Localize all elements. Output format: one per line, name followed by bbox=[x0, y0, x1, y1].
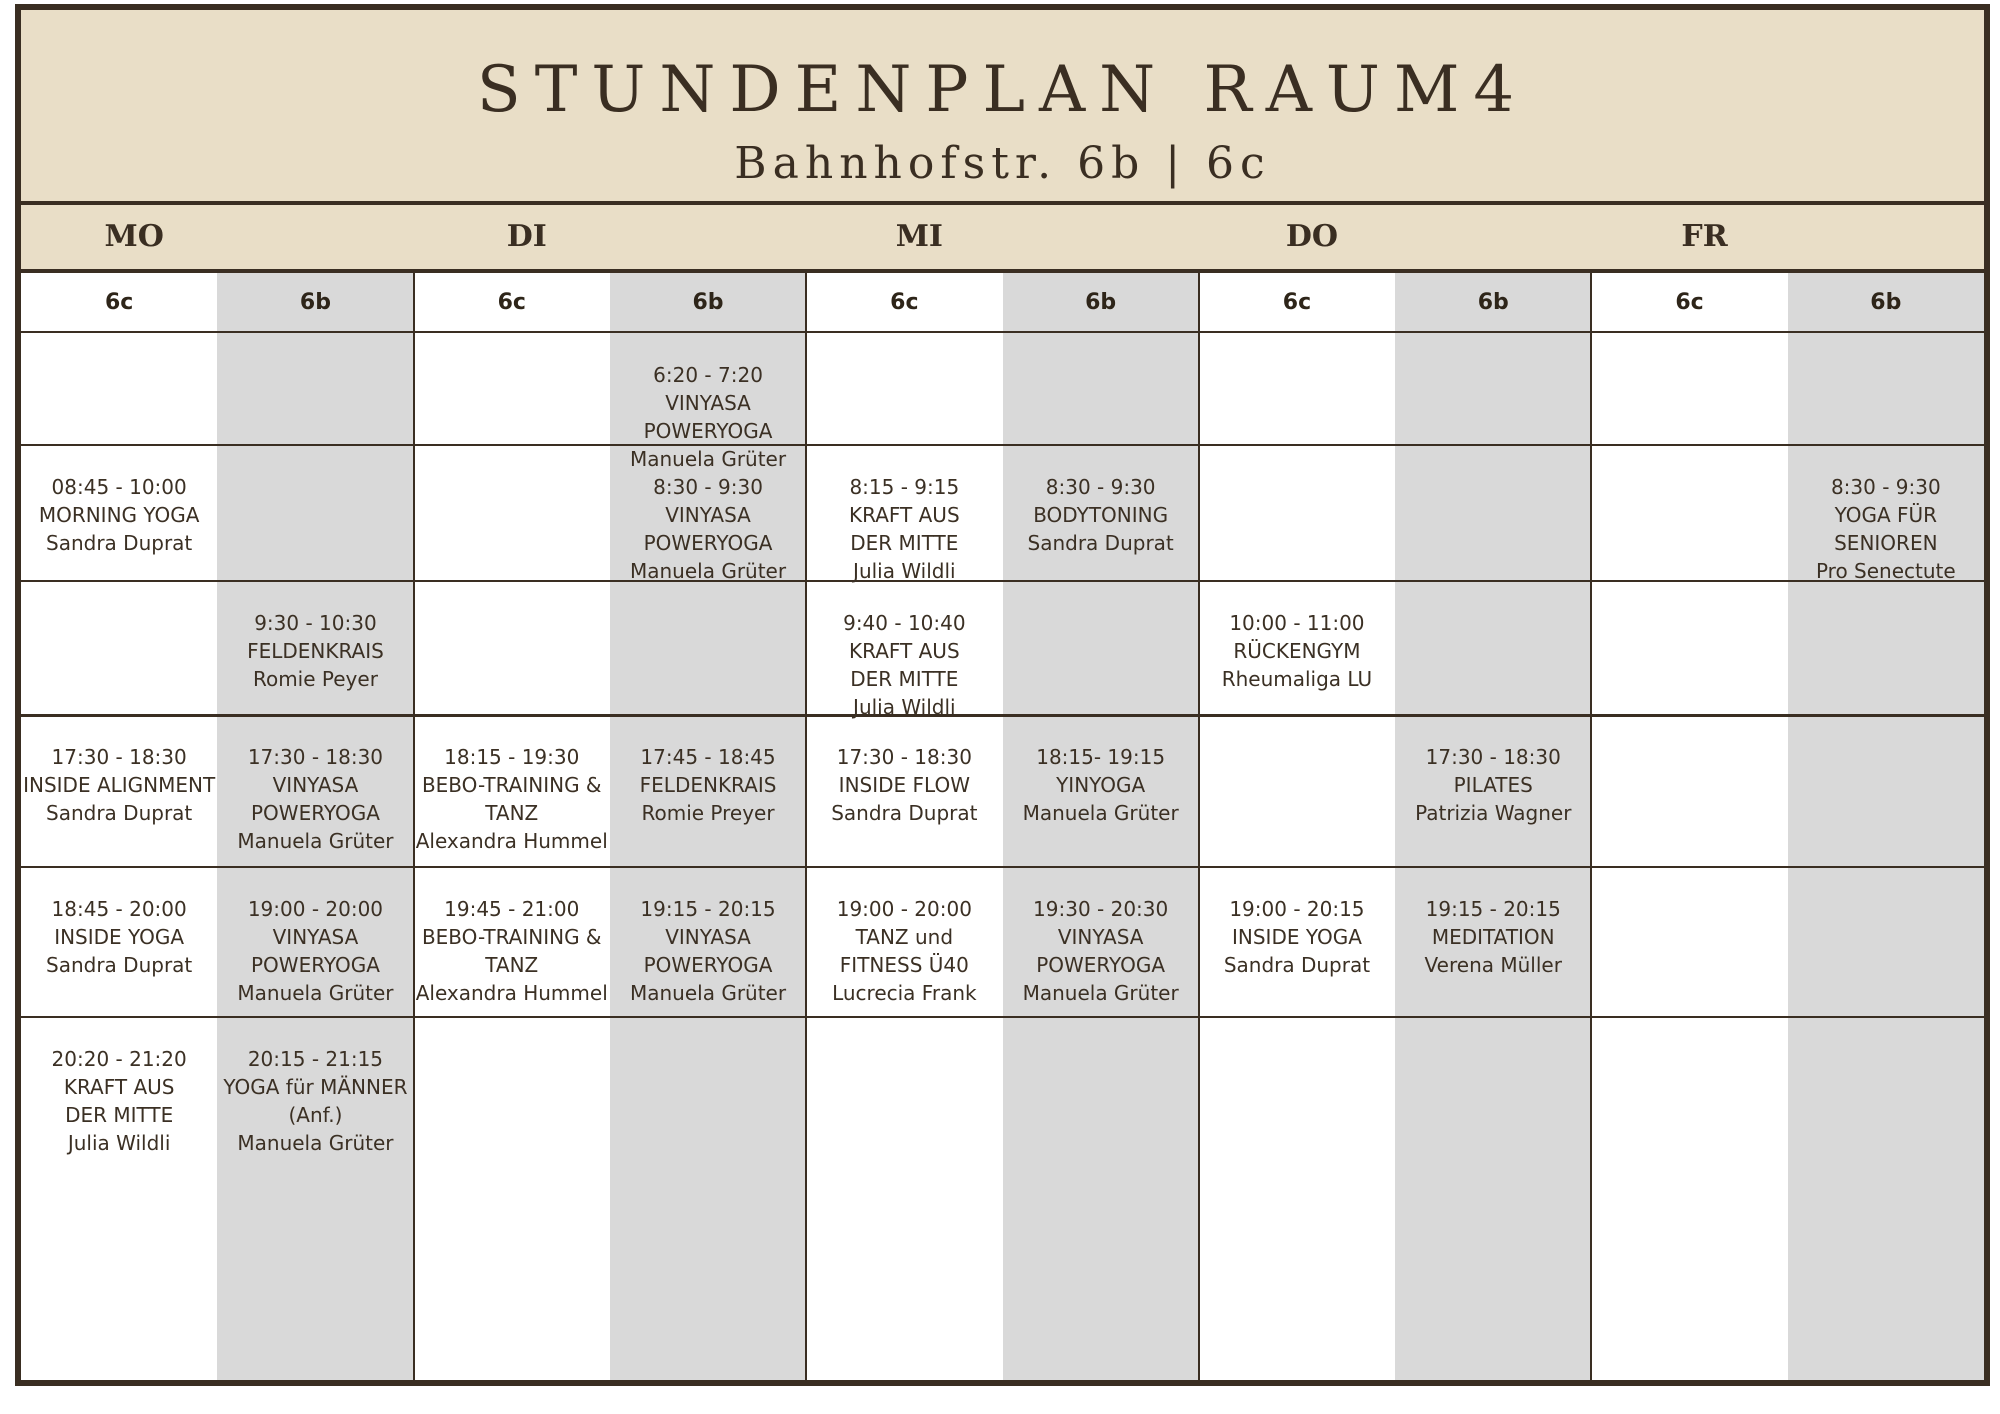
day-label-mi: MI bbox=[895, 219, 943, 254]
class-title: POWERYOGA bbox=[251, 801, 380, 825]
class-title: BODYTONING bbox=[1033, 503, 1169, 527]
room-label: 6b bbox=[692, 290, 724, 315]
class-instructor: Rheumaliga LU bbox=[1221, 667, 1373, 691]
class-instructor: Sandra Duprat bbox=[46, 801, 193, 825]
class-title: DER MITTE bbox=[65, 1103, 174, 1127]
page-subtitle: Bahnhofstr. 6b | 6c bbox=[734, 138, 1271, 189]
class-instructor: Lucrecia Frank bbox=[832, 981, 977, 1005]
day-label-di: DI bbox=[506, 219, 547, 254]
class-instructor: Romie Peyer bbox=[252, 667, 378, 691]
class-time: 08:45 - 10:00 bbox=[51, 475, 187, 499]
class-instructor: Julia Wildli bbox=[67, 1131, 171, 1155]
class-title: PILATES bbox=[1453, 773, 1533, 797]
class-time: 17:30 - 18:30 bbox=[1425, 745, 1561, 769]
class-instructor: Romie Preyer bbox=[641, 801, 775, 825]
class-time: 8:30 - 9:30 bbox=[653, 475, 763, 499]
page-title: STUNDENPLAN RAUM4 bbox=[476, 53, 1529, 127]
class-title: RÜCKENGYM bbox=[1233, 639, 1361, 663]
class-title: POWERYOGA bbox=[1036, 953, 1166, 977]
class-title: INSIDE FLOW bbox=[838, 773, 970, 797]
class-entry bbox=[21, 895, 217, 1015]
class-title: TANZ und bbox=[855, 925, 954, 949]
class-title: SENIOREN bbox=[1834, 531, 1938, 555]
room-label: 6b bbox=[1870, 290, 1902, 315]
class-instructor: Manuela Grüter bbox=[237, 981, 394, 1005]
class-instructor: Pro Senectute bbox=[1815, 559, 1956, 583]
title-band bbox=[21, 10, 1984, 205]
row-divider bbox=[21, 1016, 1984, 1018]
class-time: 19:00 - 20:15 bbox=[1229, 897, 1365, 921]
timetable-sheet bbox=[15, 4, 1990, 1386]
class-time: 9:30 - 10:30 bbox=[254, 611, 377, 635]
class-time: 17:45 - 18:45 bbox=[640, 745, 776, 769]
class-instructor: Julia Wildli bbox=[853, 559, 956, 583]
class-title: INSIDE ALIGNMENT bbox=[23, 773, 216, 797]
class-title: VINYASA bbox=[272, 925, 359, 949]
column-background bbox=[1788, 273, 1984, 1380]
class-title: BEBO-TRAINING & bbox=[421, 773, 602, 797]
class-entry bbox=[21, 1045, 217, 1378]
class-instructor: Sandra Duprat bbox=[1223, 953, 1371, 977]
class-entry bbox=[806, 609, 1002, 719]
class-time: 8:15 - 9:15 bbox=[849, 475, 960, 499]
class-instructor: Manuela Grüter bbox=[237, 829, 394, 853]
class-entry bbox=[1395, 895, 1591, 1015]
class-entry bbox=[806, 895, 1002, 1015]
class-time: 6:20 - 7:20 bbox=[653, 363, 763, 387]
day-header-row bbox=[21, 205, 1984, 273]
class-title: FITNESS Ü40 bbox=[839, 953, 969, 977]
day-label-fr: FR bbox=[1681, 219, 1728, 254]
class-entry bbox=[610, 473, 806, 583]
class-entry bbox=[610, 743, 806, 865]
class-title: POWERYOGA bbox=[251, 953, 380, 977]
column-background bbox=[1591, 273, 1787, 1380]
row-divider bbox=[21, 580, 1984, 582]
class-instructor: Alexandra Hummel bbox=[415, 829, 608, 853]
class-entry bbox=[1395, 743, 1591, 865]
day-label-mo: MO bbox=[104, 219, 164, 254]
class-time: 10:00 - 11:00 bbox=[1229, 611, 1365, 635]
class-title: YOGA FÜR bbox=[1834, 503, 1938, 527]
class-title: KRAFT AUS bbox=[849, 503, 960, 527]
class-title: FELDENKRAIS bbox=[639, 773, 777, 797]
room-label: 6c bbox=[104, 290, 134, 315]
class-time: 17:30 - 18:30 bbox=[51, 745, 187, 769]
class-title: VINYASA bbox=[665, 925, 751, 949]
class-title: (Anf.) bbox=[288, 1103, 343, 1127]
class-entry bbox=[21, 473, 217, 579]
class-time: 19:15 - 20:15 bbox=[640, 897, 776, 921]
class-time: 8:30 - 9:30 bbox=[1045, 475, 1156, 499]
class-instructor: Manuela Grüter bbox=[629, 559, 787, 583]
class-title: VINYASA bbox=[665, 503, 751, 527]
class-title: VINYASA bbox=[272, 773, 359, 797]
class-time: 18:45 - 20:00 bbox=[51, 897, 187, 921]
room-label: 6b bbox=[1477, 290, 1509, 315]
class-instructor: Patrizia Wagner bbox=[1415, 801, 1572, 825]
class-title: VINYASA bbox=[1057, 925, 1144, 949]
room-label: 6b bbox=[299, 290, 331, 315]
class-title: MEDITATION bbox=[1431, 925, 1555, 949]
class-title: KRAFT AUS bbox=[849, 639, 960, 663]
class-time: 20:20 - 21:20 bbox=[51, 1047, 187, 1071]
room-label: 6c bbox=[1675, 290, 1704, 315]
class-title: DER MITTE bbox=[850, 667, 959, 691]
class-instructor: Manuela Grüter bbox=[1022, 981, 1179, 1005]
class-title: YINYOGA bbox=[1056, 773, 1146, 797]
class-title: INSIDE YOGA bbox=[54, 925, 185, 949]
class-title: VINYASA bbox=[665, 391, 751, 415]
class-instructor: Manuela Grüter bbox=[1022, 801, 1179, 825]
room-label: 6c bbox=[497, 290, 526, 315]
class-entry bbox=[1003, 895, 1199, 1015]
column-background bbox=[1199, 273, 1395, 1380]
class-instructor: Manuela Grüter bbox=[629, 981, 787, 1005]
class-instructor: Sandra Duprat bbox=[1027, 531, 1174, 555]
class-instructor: Julia Wildli bbox=[853, 695, 956, 719]
schedule-grid bbox=[21, 273, 1984, 1380]
class-entry bbox=[217, 609, 413, 713]
class-entry bbox=[1003, 473, 1199, 579]
class-time: 17:30 - 18:30 bbox=[836, 745, 972, 769]
class-title: MORNING YOGA bbox=[38, 503, 200, 527]
class-time: 19:00 - 20:00 bbox=[836, 897, 972, 921]
class-title: POWERYOGA bbox=[643, 531, 773, 555]
row-divider bbox=[21, 866, 1984, 868]
class-entry bbox=[1788, 473, 1984, 583]
class-entry bbox=[217, 1045, 413, 1378]
class-entry bbox=[806, 473, 1002, 583]
row-divider bbox=[21, 444, 1984, 446]
day-label-do: DO bbox=[1285, 219, 1339, 254]
class-entry bbox=[414, 895, 610, 1015]
class-time: 17:30 - 18:30 bbox=[247, 745, 384, 769]
class-entry bbox=[1199, 895, 1395, 1015]
class-entry bbox=[610, 895, 806, 1015]
class-entry bbox=[217, 743, 413, 865]
class-time: 18:15 - 19:30 bbox=[444, 745, 580, 769]
class-title: POWERYOGA bbox=[643, 953, 773, 977]
class-entry bbox=[610, 361, 806, 471]
class-instructor: Verena Müller bbox=[1424, 953, 1562, 977]
class-instructor: Sandra Duprat bbox=[46, 531, 193, 555]
class-entry bbox=[806, 743, 1002, 865]
class-instructor: Alexandra Hummel bbox=[415, 981, 608, 1005]
class-entry bbox=[21, 743, 217, 865]
class-title: POWERYOGA bbox=[643, 419, 773, 443]
row-divider bbox=[21, 331, 1984, 333]
class-title: INSIDE YOGA bbox=[1231, 925, 1362, 949]
class-instructor: Manuela Grüter bbox=[629, 447, 787, 471]
class-time: 18:15- 19:15 bbox=[1036, 745, 1166, 769]
class-title: DER MITTE bbox=[850, 531, 959, 555]
class-time: 8:30 - 9:30 bbox=[1830, 475, 1941, 499]
class-time: 19:00 - 20:00 bbox=[247, 897, 384, 921]
class-time: 20:15 - 21:15 bbox=[247, 1047, 384, 1071]
room-label: 6c bbox=[890, 290, 919, 315]
class-title: FELDENKRAIS bbox=[247, 639, 384, 663]
room-label: 6c bbox=[1282, 290, 1312, 315]
class-entry bbox=[217, 895, 413, 1015]
class-time: 19:45 - 21:00 bbox=[444, 897, 580, 921]
class-time: 19:30 - 20:30 bbox=[1033, 897, 1169, 921]
class-title: KRAFT AUS bbox=[63, 1075, 175, 1099]
room-label: 6b bbox=[1085, 290, 1117, 315]
class-title: YOGA für MÄNNER bbox=[223, 1075, 408, 1099]
class-entry bbox=[414, 743, 610, 865]
class-instructor: Sandra Duprat bbox=[46, 953, 193, 977]
class-entry bbox=[1003, 743, 1199, 865]
class-time: 9:40 - 10:40 bbox=[843, 611, 966, 635]
class-title: BEBO-TRAINING & bbox=[421, 925, 602, 949]
class-instructor: Manuela Grüter bbox=[237, 1131, 394, 1155]
class-title: TANZ bbox=[485, 953, 539, 977]
class-instructor: Sandra Duprat bbox=[831, 801, 978, 825]
class-title: TANZ bbox=[485, 801, 539, 825]
class-entry bbox=[1199, 609, 1395, 713]
class-time: 19:15 - 20:15 bbox=[1425, 897, 1561, 921]
row-divider bbox=[21, 714, 1984, 717]
